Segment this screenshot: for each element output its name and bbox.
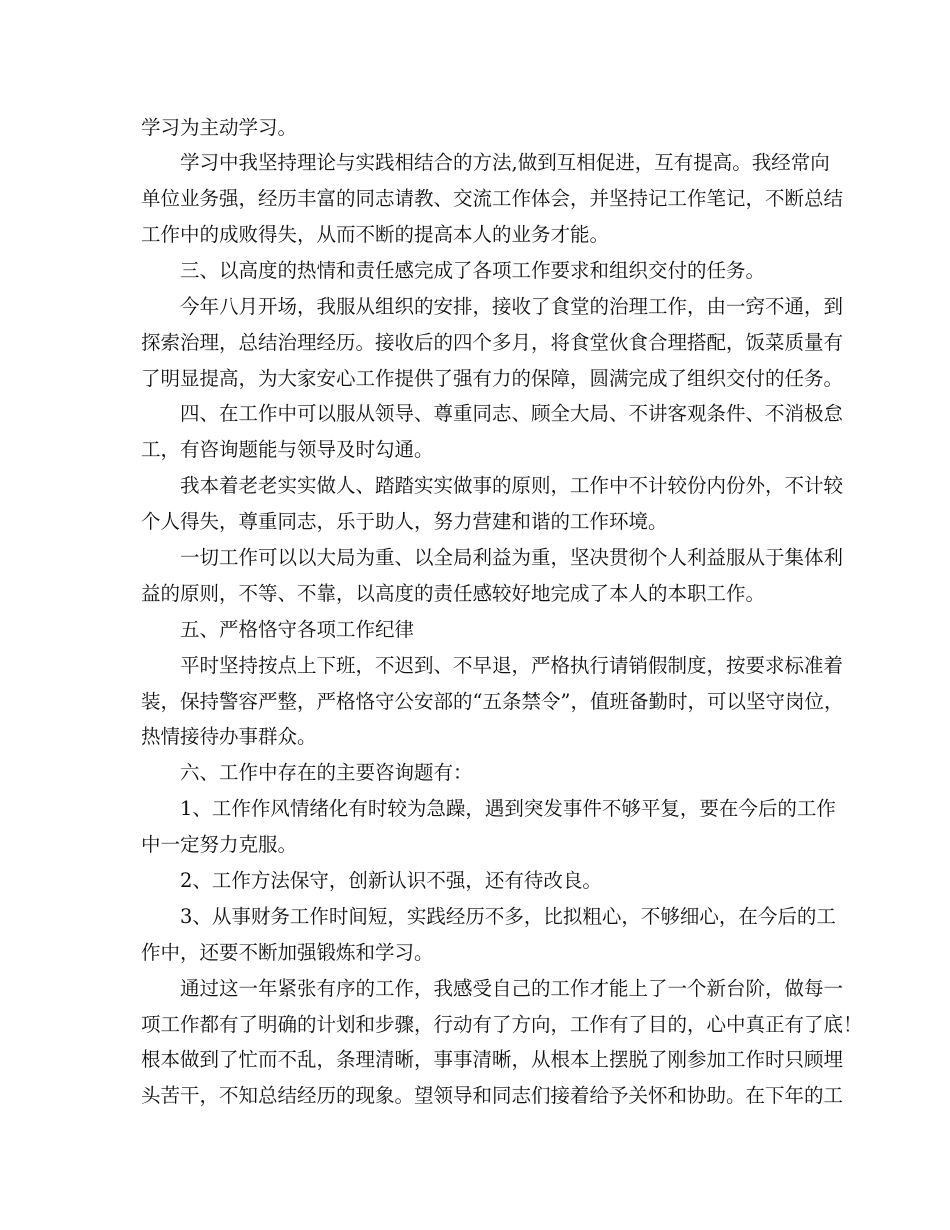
- paragraph-start-line: 通过这一年紧张有序的工作，我感受自己的工作才能上了一个新台阶，做每一: [180, 977, 844, 1000]
- text-line: 项工作都有了明确的计划和步骤，行动有了方向，工作有了目的，心中真正有了底！: [141, 1013, 863, 1036]
- section-heading: 三、以高度的热情和责任感完成了各项工作要求和组织交付的任务。: [180, 259, 766, 282]
- text-line: 了明显提高，为大家安心工作提供了强有力的保障，圆满完成了组织交付的任务。: [141, 367, 844, 390]
- section-heading: 五、严格恪守各项工作纪律: [180, 618, 415, 641]
- list-item-line: 2、工作方法保守，创新认识不强，还有待改良。: [180, 869, 602, 892]
- text-line: 学习为主动学习。: [141, 116, 298, 139]
- paragraph-start-line: 我本着老老实实做人、踏踏实实做事的原则，工作中不计较份内份外，不计较: [180, 474, 844, 497]
- paragraph-start-line: 一切工作可以以大局为重、以全局利益为重，坚决贯彻个人利益服从于集体利: [180, 546, 844, 569]
- text-line: 工作中的成败得失，从而不断的提高本人的业务才能。: [141, 223, 610, 246]
- text-line: 中一定努力克服。: [141, 833, 298, 856]
- text-line: 作中，还要不断加强锻炼和学习。: [141, 941, 434, 964]
- section-heading: 六、工作中存在的主要咨询题有：: [180, 761, 473, 784]
- list-item-line: 3、从事财务工作时间短，实践经历不多，比拟粗心，不够细心，在今后的工: [180, 905, 836, 928]
- text-line: 单位业务强，经历丰富的同志请教、交流工作体会，并坚持记工作笔记，不断总结: [141, 187, 844, 210]
- text-line: 益的原则，不等、不靠，以高度的责任感较好地完成了本人的本职工作。: [141, 582, 766, 605]
- section-heading: 四、在工作中可以服从领导、尊重同志、顾全大局、不讲客观条件、不消极怠: [180, 402, 844, 425]
- text-line: 探索治理，总结治理经历。接收后的四个多月，将食堂伙食合理搭配，饭菜质量有: [141, 331, 844, 354]
- text-line: 头苦干，不知总结经历的现象。望领导和同志们接着给予关怀和协助。在下年的工: [141, 1084, 844, 1107]
- list-item-line: 1、工作作风情绪化有时较为急躁，遇到突发事件不够平复，要在今后的工作: [180, 797, 836, 820]
- text-line: 根本做到了忙而不乱，条理清晰，事事清晰，从根本上摆脱了刚参加工作时只顾埋: [141, 1048, 844, 1071]
- paragraph-start-line: 平时坚持按点上下班，不迟到、不早退，严格执行请销假制度，按要求标准着: [180, 654, 844, 677]
- text-line: 热情接待办事群众。: [141, 725, 317, 748]
- paragraph-start-line: 今年八月开场，我服从组织的安排，接收了食堂的治理工作，由一窍不通，到: [180, 295, 844, 318]
- text-line: 装，保持警容严整，严格恪守公安部的“五条禁令”，值班备勤时，可以坚守岗位，: [141, 690, 844, 713]
- text-line: 工，有咨询题能与领导及时勾通。: [141, 438, 434, 461]
- paragraph-start-line: 学习中我坚持理论与实践相结合的方法,做到互相促进，互有提高。我经常向: [180, 151, 830, 174]
- text-line: 个人得失，尊重同志，乐于助人，努力营建和谐的工作环境。: [141, 510, 668, 533]
